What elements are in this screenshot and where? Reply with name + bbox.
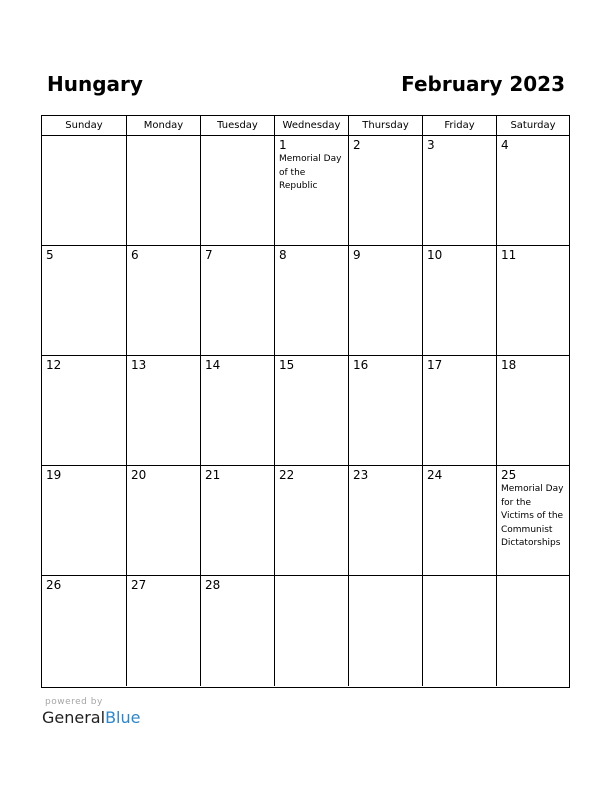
day-number: 22 (279, 468, 295, 482)
day-cell (127, 136, 201, 246)
day-cell (127, 576, 201, 686)
day-number: 25 (501, 468, 517, 482)
day-number: 2 (353, 138, 361, 152)
day-cell (275, 576, 349, 686)
day-cell (42, 246, 127, 356)
day-number: 9 (353, 248, 361, 262)
weekday-header: Wednesday (275, 116, 349, 136)
day-cell (127, 246, 201, 356)
day-cell (497, 356, 569, 466)
day-number: 12 (46, 358, 62, 372)
day-number: 27 (131, 578, 147, 592)
day-cell (201, 356, 275, 466)
day-cell (349, 466, 423, 576)
country-title: Hungary (47, 72, 143, 96)
brand-word-general: General (42, 708, 106, 727)
weekday-header: Sunday (42, 116, 127, 136)
day-cell (275, 466, 349, 576)
day-cell (127, 466, 201, 576)
holiday-label: Memorial Day of the Republic (279, 154, 342, 191)
day-number: 21 (205, 468, 221, 482)
day-cell (497, 136, 569, 246)
day-number: 6 (131, 248, 139, 262)
day-cell (42, 576, 127, 686)
day-cell (349, 356, 423, 466)
weekday-header: Monday (127, 116, 201, 136)
day-number: 20 (131, 468, 147, 482)
day-cell (423, 466, 497, 576)
day-number: 19 (46, 468, 62, 482)
generalblue-logo[interactable] (42, 708, 140, 728)
calendar-grid (41, 115, 570, 688)
day-number: 16 (353, 358, 369, 372)
day-number: 8 (279, 248, 287, 262)
day-number: 26 (46, 578, 62, 592)
day-number: 4 (501, 138, 509, 152)
powered-by-label: powered by (45, 697, 103, 707)
day-number: 28 (205, 578, 221, 592)
day-number: 13 (131, 358, 147, 372)
day-number: 14 (205, 358, 221, 372)
day-number: 10 (427, 248, 443, 262)
day-number: 1 (279, 138, 287, 152)
weekday-header: Saturday (497, 116, 569, 136)
day-cell (275, 356, 349, 466)
day-cell (127, 356, 201, 466)
day-cell (423, 136, 497, 246)
weekday-header: Thursday (349, 116, 423, 136)
day-cell (423, 356, 497, 466)
weekday-header: Tuesday (201, 116, 275, 136)
day-number: 5 (46, 248, 54, 262)
day-cell (42, 136, 127, 246)
day-cell (42, 356, 127, 466)
day-cell (423, 576, 497, 686)
day-cell (275, 136, 349, 246)
month-year-title: February 2023 (401, 72, 565, 96)
day-number: 3 (427, 138, 435, 152)
day-cell (275, 246, 349, 356)
day-number: 17 (427, 358, 443, 372)
day-cell (349, 576, 423, 686)
day-cell (201, 576, 275, 686)
day-cell (42, 466, 127, 576)
day-number: 23 (353, 468, 369, 482)
day-number: 24 (427, 468, 443, 482)
day-number: 11 (501, 248, 517, 262)
day-cell (497, 246, 569, 356)
weekday-header: Friday (423, 116, 497, 136)
day-number: 15 (279, 358, 295, 372)
day-cell (201, 136, 275, 246)
day-cell (201, 246, 275, 356)
day-cell (497, 466, 569, 576)
day-cell (201, 466, 275, 576)
day-number: 7 (205, 248, 213, 262)
brand-word-blue: Blue (105, 708, 141, 727)
day-cell (423, 246, 497, 356)
holiday-label: Memorial Day for the Victims of the Communist Dictatorships (501, 484, 564, 548)
day-cell (349, 246, 423, 356)
day-cell (497, 576, 569, 686)
day-cell (349, 136, 423, 246)
day-number: 18 (501, 358, 517, 372)
